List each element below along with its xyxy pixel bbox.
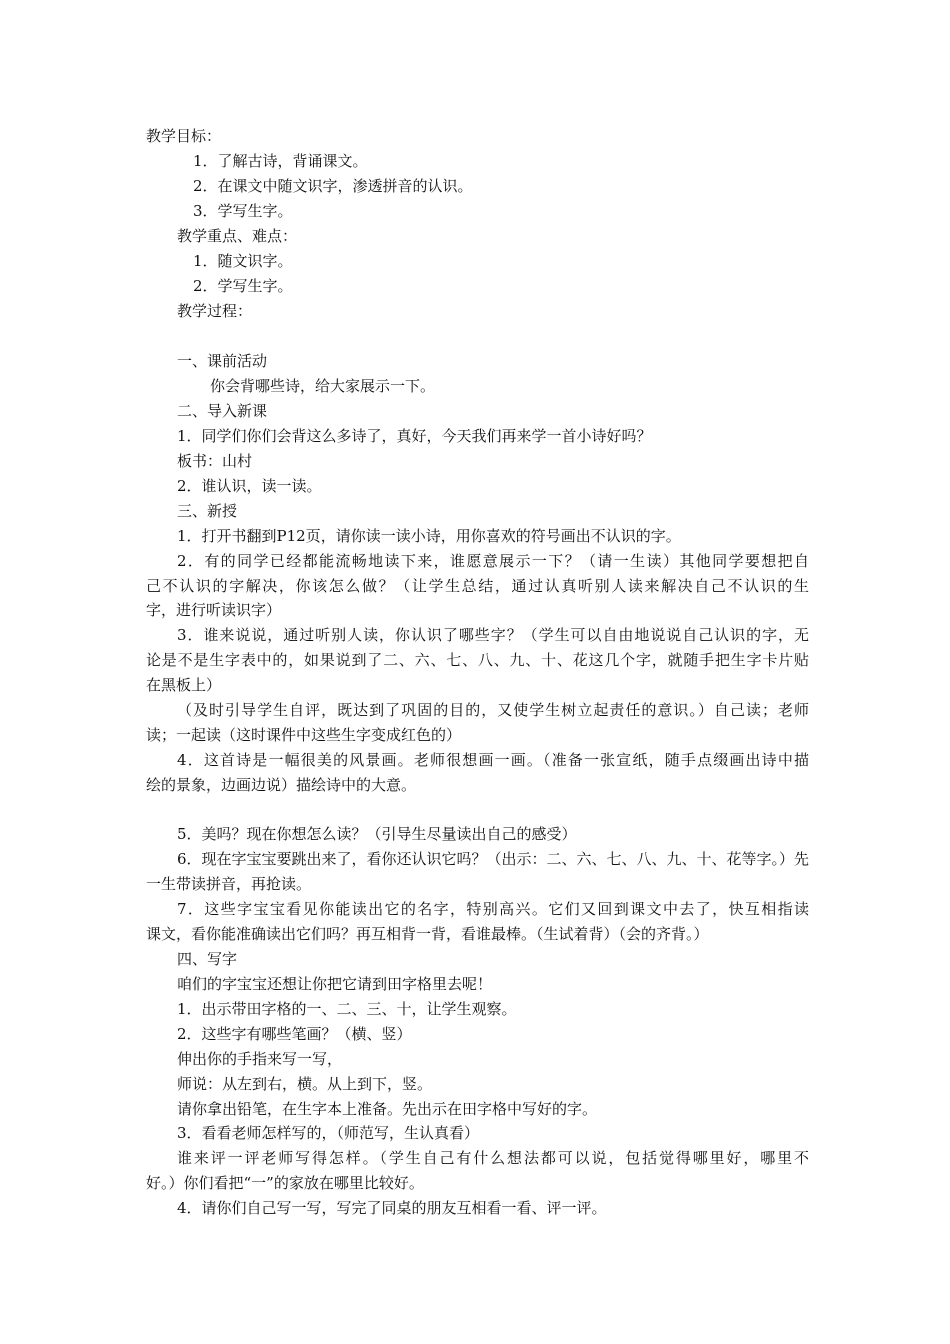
- paragraph-line: 2．有的同学已经都能流畅地读下来，谁愿意展示一下？（请一生读）其他同学要想把自: [177, 552, 809, 570]
- paragraph-line: 一生带读拼音，再抢读。: [146, 875, 312, 893]
- paragraph-line: 3．看看老师怎样写的，（师范写，生认真看）: [177, 1124, 480, 1142]
- paragraph-line: 3．谁来说说，通过听别人读，你认识了哪些字？（学生可以自由地说说自己认识的字，无: [177, 626, 809, 644]
- paragraph-line: 字，进行听读识字）: [146, 601, 282, 619]
- objective-item: 2．在课文中随文识字，渗透拼音的认识。: [193, 177, 473, 195]
- paragraph-line: 你会背哪些诗，给大家展示一下。: [210, 377, 436, 395]
- paragraph-line: （及时引导学生自评，既达到了巩固的目的，又使学生树立起责任的意识。）自己读；老师: [177, 701, 809, 719]
- paragraph-line: 2．这些字有哪些笔画？（横、竖）: [177, 1025, 412, 1043]
- section-title: 四、写字: [177, 950, 238, 968]
- paragraph-line: 7．这些字宝宝看见你能读出它的名字，特别高兴。它们又回到课文中去了，快互相指读: [177, 900, 809, 918]
- key-points-heading: 教学重点、难点：: [177, 227, 298, 245]
- paragraph-line: 6．现在字宝宝要跳出来了，看你还认识它吗？（出示：二、六、七、八、九、十、花等字。）先: [177, 850, 810, 868]
- objective-item: 1．了解古诗，背诵课文。: [193, 152, 368, 170]
- paragraph-line: 1．同学们你们会背这么多诗了，真好，今天我们再来学一首小诗好吗？: [177, 427, 652, 445]
- paragraph-line: 好。）你们看把“一”的家放在哪里比较好。: [146, 1174, 424, 1192]
- key-point-item: 2．学写生字。: [193, 277, 293, 295]
- section-title: 二、导入新课: [177, 402, 268, 420]
- paragraph-line: 1．出示带田字格的一、二、三、十，让学生观察。: [177, 1000, 517, 1018]
- section-title: 一、课前活动: [177, 352, 268, 370]
- objectives-heading: 教学目标：: [146, 127, 222, 145]
- paragraph-line: 谁来评一评老师写得怎样。（学生自己有什么想法都可以说，包括觉得哪里好，哪里不: [177, 1149, 809, 1167]
- paragraph-line: 在黑板上）: [146, 676, 222, 694]
- paragraph-line: 师说：从左到右，横。从上到下，竖。: [177, 1075, 433, 1093]
- section-title: 三、新授: [177, 502, 238, 520]
- paragraph-line: 课文，看你能准确读出它们吗？再互相背一背，看谁最棒。（生试着背）（会的齐背。）: [146, 925, 709, 943]
- paragraph-line: 请你拿出铅笔，在生字本上准备。先出示在田字格中写好的字。: [177, 1100, 598, 1118]
- paragraph-line: 4．请你们自己写一写，写完了同桌的朋友互相看一看、评一评。: [177, 1199, 607, 1217]
- paragraph-line: 咱们的字宝宝还想让你把它请到田字格里去呢！: [177, 975, 493, 993]
- paragraph-line: 5．美吗？现在你想怎么读？（引导生尽量读出自己的感受）: [177, 825, 577, 843]
- paragraph-line: 己不认识的字解决，你该怎么做？（让学生总结，通过认真听别人读来解决自己不认识的生: [146, 577, 809, 595]
- paragraph-line: 板书：山村: [177, 452, 253, 470]
- paragraph-line: 绘的景象，边画边说）描绘诗中的大意。: [146, 776, 417, 794]
- objective-item: 3．学写生字。: [193, 202, 293, 220]
- key-point-item: 1．随文识字。: [193, 252, 293, 270]
- paragraph-line: 伸出你的手指来写一写，: [177, 1050, 343, 1068]
- process-heading: 教学过程：: [177, 302, 253, 320]
- paragraph-line: 2．谁认识，读一读。: [177, 477, 322, 495]
- paragraph-line: 读；一起读（这时课件中这些生字变成红色的）: [146, 726, 462, 744]
- paragraph-line: 4．这首诗是一幅很美的风景画。老师很想画一画。（准备一张宣纸，随手点缀画出诗中描: [177, 751, 809, 769]
- paragraph-line: 论是不是生字表中的，如果说到了二、六、七、八、九、十、花这几个字，就随手把生字卡片贴: [146, 651, 809, 669]
- paragraph-line: 1．打开书翻到P12页，请你读一读小诗，用你喜欢的符号画出不认识的字。: [177, 527, 681, 545]
